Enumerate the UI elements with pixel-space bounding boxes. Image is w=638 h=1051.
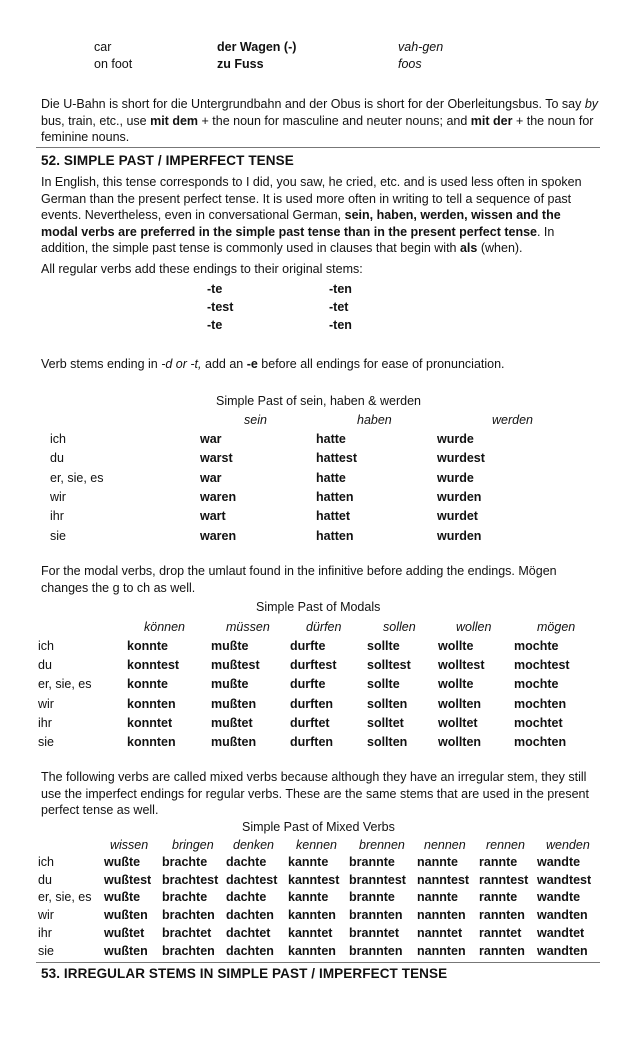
verb-form: mochtest	[514, 658, 570, 673]
endings-intro: All regular verbs add these endings to their original stems:	[41, 262, 363, 276]
verb-form: solltet	[367, 715, 404, 730]
column-header: wollen	[456, 620, 492, 634]
section52-intro	[41, 174, 599, 257]
verb-form: dachtet	[226, 925, 271, 940]
verb-form: brachte	[162, 855, 208, 869]
verb-form: solltest	[367, 658, 411, 673]
verb-form: sollten	[367, 735, 408, 749]
verb-form: wolltet	[438, 715, 478, 730]
row-pronoun: du	[38, 658, 52, 673]
text-run: Verb stems ending in	[41, 357, 162, 371]
column-header: dürfen	[306, 620, 342, 634]
verb-form: durften	[290, 735, 334, 749]
text-run: + the noun for feminine nouns.	[41, 113, 594, 145]
verb-form: rannten	[479, 908, 525, 923]
verb-form: dachte	[226, 855, 267, 869]
verb-form: war	[200, 432, 222, 446]
verb-form: hattest	[316, 451, 357, 466]
verb-form: brachten	[162, 908, 215, 923]
section-heading: 52. SIMPLE PAST / IMPERFECT TENSE	[41, 153, 294, 168]
column-header: nennen	[424, 838, 466, 852]
verb-form: wurde	[437, 432, 474, 446]
column-header: können	[144, 620, 186, 634]
vocab-english: on foot	[94, 57, 133, 71]
verb-form: rannte	[479, 855, 518, 869]
verb-form: wußtet	[104, 925, 145, 940]
row-pronoun: sie	[38, 735, 54, 749]
vocab-german: der Wagen (-)	[217, 40, 297, 54]
verb-form: rannte	[479, 890, 518, 905]
column-header: sollen	[383, 620, 416, 634]
verb-form: wolltest	[438, 658, 485, 673]
verb-form: mochte	[514, 677, 559, 692]
verb-form: mochtet	[514, 715, 563, 730]
column-header: mögen	[537, 620, 576, 634]
text-run: + the noun for masculine and neuter nouns; and	[198, 113, 471, 128]
column-header: wenden	[546, 838, 590, 852]
verb-form: wußten	[104, 943, 148, 958]
modal-note-line1: For the modal verbs, drop the umlaut found in the infinitive before adding the endings. Mögen	[41, 564, 557, 578]
verb-form: kanntest	[288, 872, 340, 887]
verb-form: nannten	[417, 908, 466, 923]
verb-form: kannte	[288, 855, 329, 869]
verb-form: dachten	[226, 908, 274, 923]
verb-form: sollte	[367, 639, 400, 653]
vocab-english: car	[94, 40, 112, 54]
text-run: Die U-Bahn is short for die Untergrundbahn and der Obus is short for der Oberleitungsbus. To say	[41, 97, 585, 111]
text-run: . In addition, the simple past tense is commonly used in clauses that begin with	[41, 224, 555, 256]
modal-note-line2: changes the g to ch as well.	[41, 581, 196, 595]
row-pronoun: wir	[50, 489, 66, 504]
text-run: before all endings for ease of pronunciation.	[257, 357, 505, 371]
verb-form: brachtet	[162, 925, 212, 940]
ending: -te	[207, 282, 223, 296]
table-caption: Simple Past of Modals	[256, 600, 381, 614]
verb-form: dachtest	[226, 872, 278, 887]
verb-form: durften	[290, 696, 334, 711]
verb-form: wußte	[104, 855, 141, 869]
verb-form: branntest	[349, 872, 406, 887]
text-run: mit dem	[150, 113, 199, 128]
verb-form: kannte	[288, 890, 329, 905]
verb-form: wußtest	[104, 872, 152, 887]
column-header: werden	[492, 413, 533, 427]
verb-form: wollten	[438, 696, 482, 711]
verb-form: war	[200, 470, 222, 485]
section-divider	[36, 962, 600, 963]
text-run: In English, this tense corresponds to I did, you saw, he cried, etc. and is used less often in spoken German than the present perfect tense. It is used more often in writing to tell a sequence of past events. Nevertheless, even in conversational German,	[41, 175, 582, 223]
verb-form: kannten	[288, 943, 336, 958]
vocab-german: zu Fuss	[217, 57, 264, 71]
verb-form: ranntet	[479, 925, 522, 940]
column-header: bringen	[172, 838, 214, 852]
verb-form: brannte	[349, 890, 395, 905]
row-pronoun: sie	[38, 943, 54, 958]
section-divider	[36, 147, 600, 148]
table-caption: Simple Past of Mixed Verbs	[242, 820, 395, 834]
verb-form: konnte	[127, 639, 168, 653]
row-pronoun: ihr	[38, 925, 52, 940]
verb-form: wußte	[104, 890, 141, 905]
verb-form: durftet	[290, 715, 330, 730]
row-pronoun: ich	[38, 855, 54, 869]
verb-form: wollte	[438, 677, 474, 692]
text-run: -d or -t,	[161, 357, 202, 371]
row-pronoun: wir	[38, 696, 54, 711]
row-pronoun: er, sie, es	[50, 470, 104, 485]
column-header: brennen	[359, 838, 405, 852]
row-pronoun: ihr	[50, 509, 64, 524]
row-pronoun: du	[38, 872, 52, 887]
verb-form: wurdest	[437, 451, 485, 466]
verb-form: brannte	[349, 855, 395, 869]
verb-form: wurdet	[437, 509, 478, 524]
ending: -te	[207, 318, 223, 332]
verb-form: brachtest	[162, 872, 219, 887]
verb-form: kanntet	[288, 925, 333, 940]
column-header: denken	[233, 838, 275, 852]
column-header: müssen	[226, 620, 270, 634]
ending: -ten	[329, 318, 352, 332]
verb-form: wollten	[438, 735, 482, 749]
table-caption: Simple Past of sein, haben & werden	[216, 394, 421, 408]
vocab-pronunciation: vah-gen	[398, 40, 444, 54]
verb-form: mochte	[514, 639, 559, 653]
ubahn-note	[41, 96, 599, 146]
row-pronoun: wir	[38, 908, 54, 923]
column-header: wissen	[110, 838, 149, 852]
mixed-verbs-note: The following verbs are called mixed verbs because although they have an irregular stem, they still use the imperfect endings for regular verbs. These are the same stems that are used in the present perfect tense as well.	[41, 770, 589, 818]
verb-form: hatte	[316, 470, 346, 485]
verb-form: mochten	[514, 735, 567, 749]
verb-form: nannte	[417, 890, 458, 905]
column-header: kennen	[296, 838, 338, 852]
verb-form: wollte	[438, 639, 474, 653]
verb-form: wandten	[537, 908, 588, 923]
verb-form: wurden	[437, 528, 482, 543]
verb-form: wandtest	[537, 872, 592, 887]
text-run: add an	[201, 357, 247, 371]
verb-form: hatten	[316, 489, 354, 504]
verb-form: nanntet	[417, 925, 463, 940]
verb-form: wandten	[537, 943, 588, 958]
vocab-pronunciation: foos	[398, 57, 422, 71]
verb-form: warst	[200, 451, 233, 466]
ending: -test	[207, 300, 234, 314]
verb-form: sollten	[367, 696, 408, 711]
verb-form: wart	[200, 509, 226, 524]
verb-form: mochten	[514, 696, 567, 711]
verb-form: konntet	[127, 715, 173, 730]
verb-form: durftest	[290, 658, 337, 673]
verb-form: nannten	[417, 943, 466, 958]
stem-note	[41, 357, 505, 371]
verb-form: brachte	[162, 890, 208, 905]
verb-form: wandte	[537, 890, 581, 905]
verb-form: brannten	[349, 908, 403, 923]
verb-form: hatte	[316, 432, 346, 446]
verb-form: mußten	[211, 735, 257, 749]
verb-form: hattet	[316, 509, 351, 524]
verb-form: hatten	[316, 528, 354, 543]
row-pronoun: er, sie, es	[38, 890, 92, 905]
verb-form: ranntest	[479, 872, 529, 887]
verb-form: mußten	[211, 696, 257, 711]
column-header: rennen	[486, 838, 525, 852]
text-run: bus, train, etc., use	[41, 113, 151, 128]
column-header: sein	[244, 413, 267, 427]
row-pronoun: sie	[50, 528, 66, 543]
verb-form: mußtet	[211, 715, 253, 730]
text-run: als	[459, 241, 478, 256]
row-pronoun: ich	[38, 639, 54, 653]
text-run: (when).	[477, 241, 523, 256]
row-pronoun: ich	[50, 432, 66, 446]
verb-form: wußten	[104, 908, 148, 923]
column-header: haben	[357, 413, 392, 427]
verb-form: wandtet	[537, 925, 585, 940]
verb-form: konnten	[127, 696, 176, 711]
verb-form: konnten	[127, 735, 176, 749]
verb-form: nanntest	[417, 872, 470, 887]
verb-form: wandte	[537, 855, 581, 869]
verb-form: konnte	[127, 677, 168, 692]
verb-form: sollte	[367, 677, 400, 692]
section-heading: 53. IRREGULAR STEMS IN SIMPLE PAST / IMPERFECT TENSE	[41, 966, 448, 981]
verb-form: wurde	[437, 470, 474, 485]
verb-form: durfte	[290, 639, 326, 653]
verb-form: branntet	[349, 925, 399, 940]
verb-form: waren	[200, 489, 237, 504]
row-pronoun: er, sie, es	[38, 677, 92, 692]
text-run: mit der	[470, 113, 513, 128]
verb-form: brannten	[349, 943, 403, 958]
row-pronoun: du	[50, 451, 64, 466]
verb-form: mußte	[211, 677, 249, 692]
verb-form: wurden	[437, 489, 482, 504]
verb-form: durfte	[290, 677, 326, 692]
text-run: by	[584, 97, 599, 111]
text-run: sein, haben, werden, wissen and the modal verbs are preferred in the simple past tense than in the present perfect tense	[41, 208, 561, 239]
verb-form: kannten	[288, 908, 336, 923]
text-run: -e	[246, 357, 258, 371]
verb-form: dachten	[226, 943, 274, 958]
ending: -ten	[329, 282, 352, 296]
verb-form: mußte	[211, 639, 249, 653]
row-pronoun: ihr	[38, 715, 52, 730]
verb-form: waren	[200, 528, 237, 543]
verb-form: brachten	[162, 943, 215, 958]
verb-form: dachte	[226, 890, 267, 905]
verb-form: konntest	[127, 658, 180, 673]
ending: -tet	[329, 300, 349, 314]
verb-form: rannten	[479, 943, 525, 958]
verb-form: mußtest	[211, 658, 260, 673]
verb-form: nannte	[417, 855, 458, 869]
